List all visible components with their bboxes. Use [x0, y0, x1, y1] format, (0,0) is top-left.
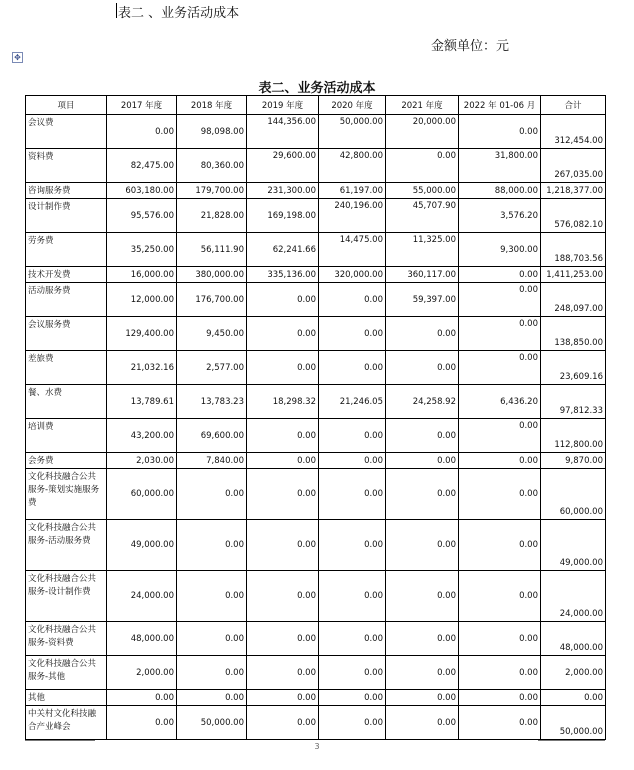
- table-row: [26, 283, 606, 317]
- cell-total: 312,454.00: [541, 115, 606, 149]
- cell-2020: 320,000.00: [319, 267, 386, 283]
- cell-2022h1: 0.00: [459, 419, 541, 453]
- cell-2022h1: 0.00: [459, 115, 541, 149]
- row-label: 培训费: [26, 419, 107, 453]
- cell-2020: 240,196.00: [319, 199, 386, 233]
- cell-2018: 380,000.00: [177, 267, 247, 283]
- cell-2020: 14,475.00: [319, 233, 386, 267]
- cell-2018: 13,783.23: [177, 385, 247, 419]
- cell-2021: 360,117.00: [386, 267, 459, 283]
- currency-unit-label: 金额单位：元: [431, 39, 510, 54]
- cell-2022h1: 6,436.20: [459, 385, 541, 419]
- cell-2018: 69,600.00: [177, 419, 247, 453]
- cell-2019: 335,136.00: [247, 267, 319, 283]
- cell-2017: 60,000.00: [107, 469, 177, 520]
- cell-2017: 13,789.61: [107, 385, 177, 419]
- cell-total: 9,870.00: [541, 453, 606, 469]
- cell-total: 24,000.00: [541, 571, 606, 622]
- cell-2019: 144,356.00: [247, 115, 319, 149]
- cell-total: 48,000.00: [541, 622, 606, 656]
- cell-total: 138,850.00: [541, 317, 606, 351]
- table-title: 表二、业务活动成本: [258, 81, 376, 96]
- document-heading-text: 表二 、业务活动成本: [118, 6, 240, 21]
- cell-2020: 0.00: [319, 706, 386, 740]
- col-header-total: 合计: [541, 96, 606, 115]
- cell-2018: 0.00: [177, 690, 247, 706]
- table-row: [26, 571, 606, 622]
- cell-2022h1: 0.00: [459, 469, 541, 520]
- row-label: 技术开发费: [26, 267, 107, 283]
- cell-2018: 2,577.00: [177, 351, 247, 385]
- cell-2020: 0.00: [319, 622, 386, 656]
- table-row: [26, 385, 606, 419]
- cell-2020: 50,000.00: [319, 115, 386, 149]
- text-cursor: [116, 3, 117, 18]
- cell-2022h1: 0.00: [459, 351, 541, 385]
- cell-2017: 24,000.00: [107, 571, 177, 622]
- table-row: [26, 622, 606, 656]
- cell-2022h1: 0.00: [459, 571, 541, 622]
- cell-2018: 0.00: [177, 622, 247, 656]
- cell-total: 49,000.00: [541, 520, 606, 571]
- cell-2017: 603,180.00: [107, 183, 177, 199]
- footer-rule-left: [25, 740, 95, 741]
- cell-2022h1: 0.00: [459, 267, 541, 283]
- cell-2021: 0.00: [386, 469, 459, 520]
- cell-total: 60,000.00: [541, 469, 606, 520]
- table-row: [26, 233, 606, 267]
- cell-2021: 0.00: [386, 351, 459, 385]
- cell-total: 0.00: [541, 690, 606, 706]
- row-label: 设计制作费: [26, 199, 107, 233]
- cell-2017: 0.00: [107, 690, 177, 706]
- cell-2017: 35,250.00: [107, 233, 177, 267]
- cell-2018: 0.00: [177, 571, 247, 622]
- cell-2021: 45,707.90: [386, 199, 459, 233]
- cell-2017: 82,475.00: [107, 149, 177, 183]
- cell-2017: 12,000.00: [107, 283, 177, 317]
- row-label: 活动服务费: [26, 283, 107, 317]
- cell-2020: 42,800.00: [319, 149, 386, 183]
- cell-2020: 0.00: [319, 520, 386, 571]
- cell-2020: 0.00: [319, 317, 386, 351]
- cell-2017: 129,400.00: [107, 317, 177, 351]
- cell-2019: 18,298.32: [247, 385, 319, 419]
- cell-2019: 29,600.00: [247, 149, 319, 183]
- cell-2022h1: 0.00: [459, 520, 541, 571]
- cell-2022h1: 0.00: [459, 283, 541, 317]
- cell-2017: 16,000.00: [107, 267, 177, 283]
- row-label: 文化科技融合公共服务-设计制作费: [26, 571, 107, 622]
- row-label: 餐、水费: [26, 385, 107, 419]
- cell-total: 1,411,253.00: [541, 267, 606, 283]
- cell-2020: 0.00: [319, 453, 386, 469]
- cell-2021: 59,397.00: [386, 283, 459, 317]
- cell-2020: 0.00: [319, 690, 386, 706]
- cell-2021: 24,258.92: [386, 385, 459, 419]
- cell-2017: 95,576.00: [107, 199, 177, 233]
- cell-2018: 9,450.00: [177, 317, 247, 351]
- table-row: [26, 706, 606, 740]
- cell-2021: 0.00: [386, 317, 459, 351]
- cell-2019: 0.00: [247, 622, 319, 656]
- table-row: [26, 115, 606, 149]
- cell-2018: 0.00: [177, 656, 247, 690]
- cell-2020: 0.00: [319, 656, 386, 690]
- cell-2019: 231,300.00: [247, 183, 319, 199]
- cell-2018: 7,840.00: [177, 453, 247, 469]
- col-header-2019: 2019 年度: [247, 96, 319, 115]
- cell-2020: 0.00: [319, 419, 386, 453]
- table-row: [26, 453, 606, 469]
- cell-2022h1: 0.00: [459, 706, 541, 740]
- table-row: [26, 199, 606, 233]
- cell-2019: 0.00: [247, 317, 319, 351]
- cell-total: 50,000.00: [541, 706, 606, 740]
- cell-2018: 98,098.00: [177, 115, 247, 149]
- row-label: 劳务费: [26, 233, 107, 267]
- col-header-2018: 2018 年度: [177, 96, 247, 115]
- table-row: [26, 183, 606, 199]
- document-heading: [118, 2, 239, 21]
- cell-2018: 176,700.00: [177, 283, 247, 317]
- page-number: 3: [314, 742, 320, 751]
- row-label: 会议费: [26, 115, 107, 149]
- col-header-2021: 2021 年度: [386, 96, 459, 115]
- cell-2020: 0.00: [319, 571, 386, 622]
- row-label: 差旅费: [26, 351, 107, 385]
- cell-total: 248,097.00: [541, 283, 606, 317]
- row-label: 会务费: [26, 453, 107, 469]
- cell-2022h1: 3,576.20: [459, 199, 541, 233]
- cell-2020: 0.00: [319, 283, 386, 317]
- cell-2020: 21,246.05: [319, 385, 386, 419]
- cell-2021: 20,000.00: [386, 115, 459, 149]
- cell-2021: 0.00: [386, 706, 459, 740]
- cell-2021: 0.00: [386, 656, 459, 690]
- table-row: [26, 351, 606, 385]
- cell-2021: 0.00: [386, 520, 459, 571]
- cell-2019: 169,198.00: [247, 199, 319, 233]
- cell-2017: 43,200.00: [107, 419, 177, 453]
- table-row: [26, 267, 606, 283]
- col-header-item: 项目: [26, 96, 107, 115]
- cell-2022h1: 0.00: [459, 317, 541, 351]
- row-label: 文化科技融合公共服务-资料费: [26, 622, 107, 656]
- row-label: 会议服务费: [26, 317, 107, 351]
- cell-2021: 11,325.00: [386, 233, 459, 267]
- row-label: 资料费: [26, 149, 107, 183]
- table-row: [26, 149, 606, 183]
- footer-rule-right: [538, 740, 605, 741]
- cell-total: 1,218,377.00: [541, 183, 606, 199]
- cell-2021: 0.00: [386, 453, 459, 469]
- cell-2020: 61,197.00: [319, 183, 386, 199]
- cell-2021: 0.00: [386, 622, 459, 656]
- cell-2022h1: 0.00: [459, 690, 541, 706]
- cell-2019: 0.00: [247, 656, 319, 690]
- cell-2021: 0.00: [386, 571, 459, 622]
- cell-2022h1: 88,000.00: [459, 183, 541, 199]
- table-row: [26, 469, 606, 520]
- table-row: [26, 520, 606, 571]
- cell-2022h1: 0.00: [459, 656, 541, 690]
- cell-2017: 48,000.00: [107, 622, 177, 656]
- cell-2017: 21,032.16: [107, 351, 177, 385]
- cell-2019: 0.00: [247, 351, 319, 385]
- cell-2021: 0.00: [386, 690, 459, 706]
- cell-2018: 56,111.90: [177, 233, 247, 267]
- cell-2022h1: 31,800.00: [459, 149, 541, 183]
- cell-2019: 0.00: [247, 453, 319, 469]
- cell-2022h1: 9,300.00: [459, 233, 541, 267]
- table-row: [26, 419, 606, 453]
- row-label: 文化科技融合公共服务-其他: [26, 656, 107, 690]
- cell-2017: 0.00: [107, 115, 177, 149]
- cell-2019: 0.00: [247, 706, 319, 740]
- cell-2017: 49,000.00: [107, 520, 177, 571]
- cell-2018: 179,700.00: [177, 183, 247, 199]
- cell-2018: 80,360.00: [177, 149, 247, 183]
- cell-2017: 0.00: [107, 706, 177, 740]
- cell-2017: 2,030.00: [107, 453, 177, 469]
- cell-total: 267,035.00: [541, 149, 606, 183]
- cell-total: 188,703.56: [541, 233, 606, 267]
- cell-2018: 21,828.00: [177, 199, 247, 233]
- cell-2022h1: 0.00: [459, 453, 541, 469]
- cell-total: 2,000.00: [541, 656, 606, 690]
- cell-2019: 0.00: [247, 520, 319, 571]
- cell-total: 23,609.16: [541, 351, 606, 385]
- row-label: 中关村文化科技融合产业峰会: [26, 706, 107, 740]
- col-header-2017: 2017 年度: [107, 96, 177, 115]
- table-row: [26, 690, 606, 706]
- cell-2021: 55,000.00: [386, 183, 459, 199]
- cell-2018: 0.00: [177, 520, 247, 571]
- cell-2019: 0.00: [247, 469, 319, 520]
- table-row: [26, 317, 606, 351]
- col-header-2022h1: 2022 年 01-06 月: [459, 96, 541, 115]
- cell-2021: 0.00: [386, 419, 459, 453]
- row-label: 其他: [26, 690, 107, 706]
- cell-2020: 0.00: [319, 351, 386, 385]
- cell-total: 576,082.10: [541, 199, 606, 233]
- cell-2019: 0.00: [247, 283, 319, 317]
- row-label: 文化科技融合公共服务-活动服务费: [26, 520, 107, 571]
- cell-2018: 0.00: [177, 469, 247, 520]
- cell-2020: 0.00: [319, 469, 386, 520]
- row-label: 咨询服务费: [26, 183, 107, 199]
- col-header-2020: 2020 年度: [319, 96, 386, 115]
- cell-2019: 0.00: [247, 419, 319, 453]
- cell-2019: 0.00: [247, 690, 319, 706]
- cell-2019: 0.00: [247, 571, 319, 622]
- row-label: 文化科技融合公共服务-策划实施服务费: [26, 469, 107, 520]
- cell-total: 112,800.00: [541, 419, 606, 453]
- cell-total: 97,812.33: [541, 385, 606, 419]
- table-row: [26, 656, 606, 690]
- header-row: [26, 96, 606, 115]
- cell-2021: 0.00: [386, 149, 459, 183]
- cell-2018: 50,000.00: [177, 706, 247, 740]
- move-anchor-icon[interactable]: ✥: [12, 52, 23, 63]
- cell-2022h1: 0.00: [459, 622, 541, 656]
- business-activity-cost-table: [25, 95, 606, 740]
- cell-2017: 2,000.00: [107, 656, 177, 690]
- cell-2019: 62,241.66: [247, 233, 319, 267]
